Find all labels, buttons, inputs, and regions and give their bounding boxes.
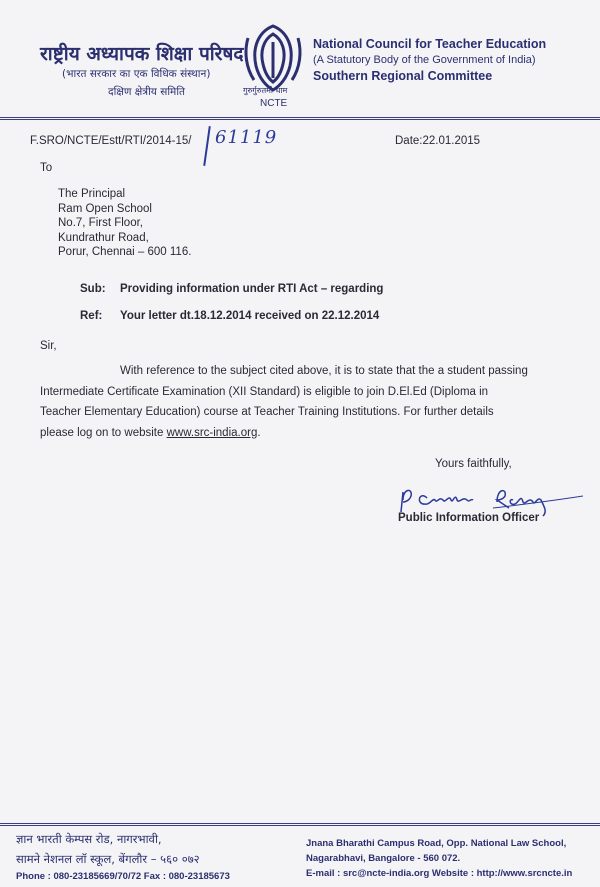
address-line: The Principal [58,188,126,200]
reference-line [80,310,379,322]
address-line: Kundrathur Road, [58,231,149,244]
org-subtitle: (A Statutory Body of the Government of India) [313,54,536,66]
body-line: Intermediate Certificate Examination (XII Standard) is eligible to join D.El.Ed (Diploma in [40,385,489,398]
handwritten-slash [203,126,211,166]
footer-contact: E-mail : src@ncte-india.org Website : http://www.srcncte.in [306,868,573,879]
to-label: To [40,162,53,174]
footer-address-2: Nagarabhavi, Bangalore - 560 072. [306,853,461,864]
reference-label: Ref: [80,310,103,322]
handwritten-ref-number: 61119 [215,127,278,148]
reference-text: Your letter dt.18.12.2014 received on 22.12.2014 [120,310,380,322]
footer-phone: Phone : 080-23185669/70/72 Fax : 080-23185673 [16,871,230,882]
website-link[interactable]: www.src-india.org [166,426,258,439]
footer-divider-2 [0,825,600,826]
closing: Yours faithfully, [435,458,512,470]
committee-name: Southern Regional Committee [313,69,493,83]
hindi-org-subtitle: (भारत सरकार का एक विधिक संस्थान) [62,68,211,80]
body-line [40,423,580,444]
footer-address-1: Jnana Bharathi Campus Road, Opp. National Law School, [306,838,567,849]
body-paragraph [40,361,580,443]
org-name: National Council for Teacher Education [313,37,547,51]
address-line: Porur, Chennai – 600 116. [58,246,192,258]
address-line: Ram Open School [58,202,152,215]
body-text: please log on to website [40,426,167,439]
header-divider [0,117,600,118]
officer-title: Public Information Officer [398,512,540,524]
recipient-address [58,187,191,260]
footer-hindi-address-2: सामने नेशनल लॉ स्कूल, बेंगलौर – ५६० ०७२ [16,852,200,866]
footer-divider [0,823,600,824]
footer-hindi-address-1: ज्ञान भारती केम्पस रोड, नागरभावी, [16,832,162,846]
body-line: Teacher Elementary Education) course at Teacher Training Institutions. For further details [40,406,494,418]
header-divider-2 [0,119,600,120]
reference-number: F.SRO/NCTE/Estt/RTI/2014-15/ [30,135,192,147]
hindi-committee-name: दक्षिण क्षेत्रीय समिति [108,86,186,98]
subject-line [80,283,383,295]
hindi-org-title: राष्ट्रीय अध्यापक शिक्षा परिषद [40,43,244,65]
logo-motto: गुरुर्गुरुतमो धाम [243,86,288,95]
salutation: Sir, [40,340,57,352]
address-line: No.7, First Floor, [58,217,143,229]
logo-text: NCTE [260,98,288,109]
letter-date: Date:22.01.2015 [395,135,481,147]
body-text: . [257,426,261,439]
body-line: With reference to the subject cited above, it is to state that the a student passing [120,365,528,377]
subject-label: Sub: [80,283,106,295]
subject-text: Providing information under RTI Act – regarding [120,283,384,295]
